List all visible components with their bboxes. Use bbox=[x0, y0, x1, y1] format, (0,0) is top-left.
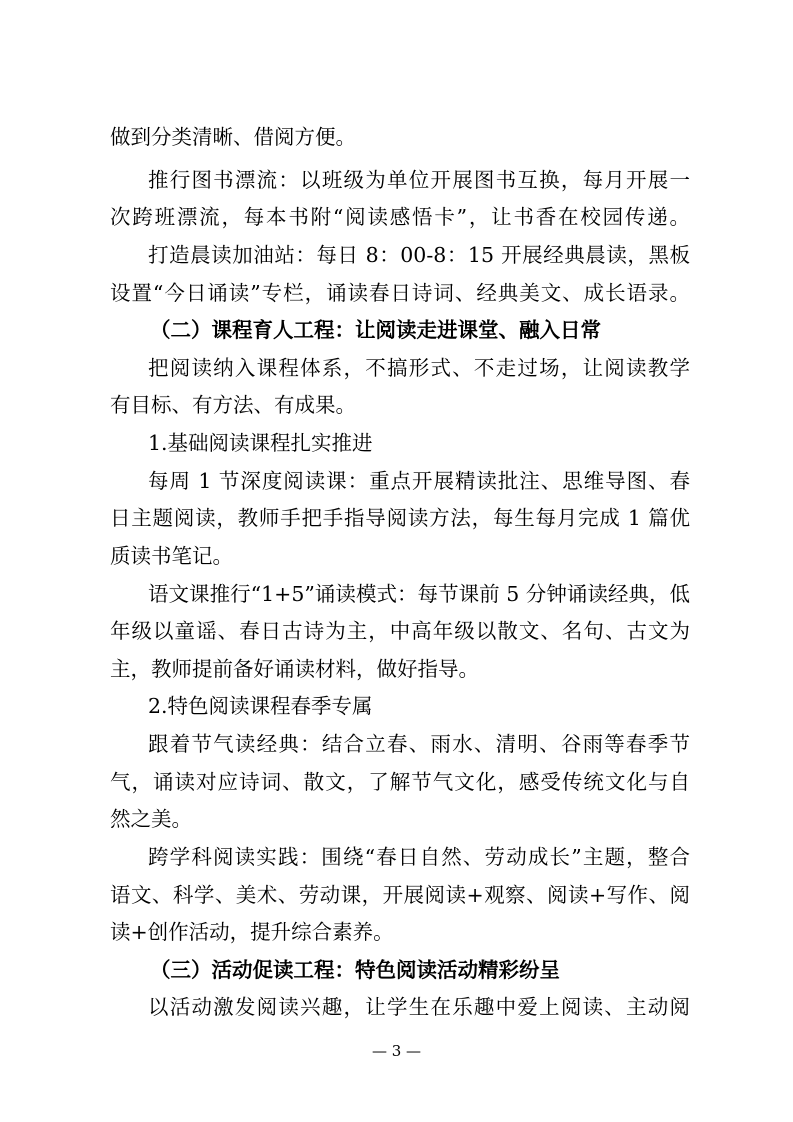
paragraph-line: 设置“今日诵读”专栏，诵读春日诗词、经典美文、成长语录。 bbox=[110, 281, 690, 305]
paragraph-line: 推行图书漂流：以班级为单位开展图书互换，每月开展一 bbox=[148, 168, 690, 192]
paragraph-line: 跟着节气读经典：结合立春、雨水、清明、谷雨等春季节 bbox=[148, 732, 690, 756]
paragraph-line: 以活动激发阅读兴趣，让学生在乐趣中爱上阅读、主动阅 bbox=[148, 995, 690, 1019]
paragraph-line: 每周 1 节深度阅读课：重点开展精读批注、思维导图、春 bbox=[148, 469, 690, 493]
paragraph-line: 读+创作活动，提升综合素养。 bbox=[110, 920, 394, 944]
paragraph-line: 质读书笔记。 bbox=[110, 544, 233, 568]
paragraph-line: 然之美。 bbox=[110, 807, 192, 831]
subsection-heading: 2.特色阅读课程春季专属 bbox=[148, 694, 373, 718]
paragraph-line: 语文课推行“1+5”诵读模式：每节课前 5 分钟诵读经典，低 bbox=[148, 582, 690, 606]
paragraph-line: 跨学科阅读实践：围绕“春日自然、劳动成长”主题，整合 bbox=[148, 845, 690, 869]
paragraph-line: 日主题阅读，教师手把手指导阅读方法，每生每月完成 1 篇优 bbox=[110, 506, 690, 530]
subsection-heading: 1.基础阅读课程扎实推进 bbox=[148, 431, 373, 455]
paragraph-line: 做到分类清晰、借阅方便。 bbox=[110, 125, 356, 149]
paragraph-line: 打造晨读加油站：每日 8：00-8：15 开展经典晨读，黑板 bbox=[148, 243, 690, 267]
section-heading: （三）活动促读工程：特色阅读活动精彩纷呈 bbox=[150, 958, 560, 982]
paragraph-line: 有目标、有方法、有成果。 bbox=[110, 393, 356, 417]
paragraph-line: 把阅读纳入课程体系，不搞形式、不走过场，让阅读教学 bbox=[148, 356, 690, 380]
page-number: — 3 — bbox=[371, 1042, 422, 1060]
paragraph-line: 主，教师提前备好诵读材料，做好指导。 bbox=[110, 657, 479, 681]
paragraph-line: 语文、科学、美术、劳动课，开展阅读+观察、阅读+写作、阅 bbox=[110, 883, 690, 907]
paragraph-line: 气，诵读对应诗词、散文，了解节气文化，感受传统文化与自 bbox=[110, 770, 690, 794]
paragraph-line: 年级以童谣、春日古诗为主，中高年级以散文、名句、古文为 bbox=[110, 619, 690, 643]
paragraph-line: 次跨班漂流，每本书附“阅读感悟卡”，让书香在校园传递。 bbox=[110, 205, 690, 229]
section-heading: （二）课程育人工程：让阅读走进课堂、融入日常 bbox=[150, 318, 601, 342]
